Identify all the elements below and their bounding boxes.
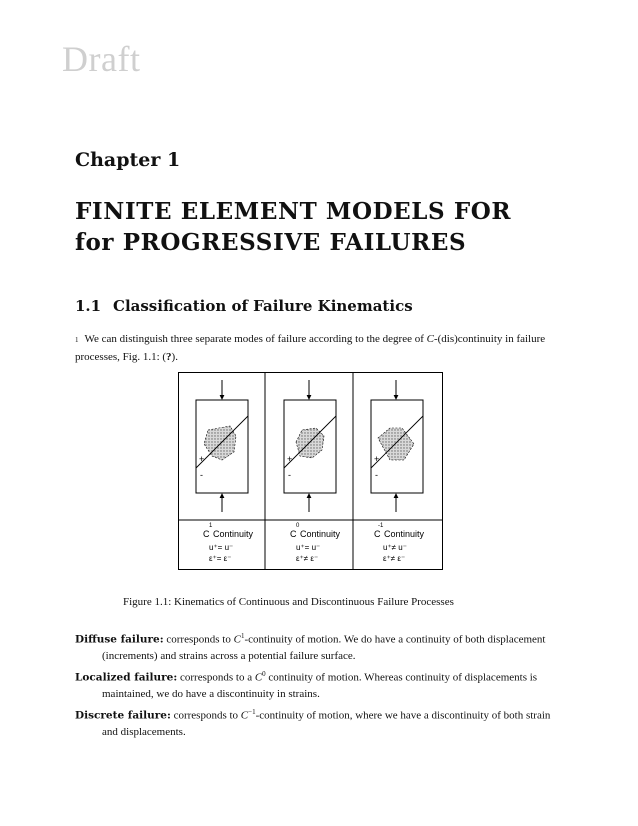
continuity-superscript: 0 [296,523,300,529]
math-sup: −1 [248,708,256,716]
chapter-title-line-2: for PROGRESSIVE FAILURES [75,229,467,256]
displacement-relation: u⁺≠ u⁻ [383,543,407,552]
figure-caption: Figure 1.1: Kinematics of Continuous and Discontinuous Failure Processes [123,596,454,608]
continuity-label: Continuity [213,529,254,539]
continuity-letter: C [290,529,297,539]
panel-c-1 [371,380,423,512]
section-title: Classification of Failure Kinematics [113,297,413,315]
margin-marker: 1 [75,336,79,344]
plus-sign: + [287,454,293,464]
math-sup: 0 [262,670,266,678]
definition-term: Localized failure: [75,671,178,684]
definition-text: corresponds to [163,633,234,646]
definition-text: continuity of motion. Whereas continuity of displacements is maintained, we do have a discontinuity in strains. [102,671,538,700]
minus-sign: - [375,470,378,480]
chapter-heading: Chapter 1 [75,149,181,171]
displacement-relation: u⁺= u⁻ [296,543,321,552]
definition-text: corresponds to [170,709,241,722]
chapter-title-line-1: FINITE ELEMENT MODELS FOR [75,198,512,225]
continuity-label: Continuity [300,529,341,539]
intro-var: C [426,333,434,345]
strain-relation: ε⁺≠ ε⁻ [296,554,319,563]
definition-text: -continuity of motion. We do have a continuity of both displacement (increments) and strains across a potential failure surface. [102,633,546,662]
math-c: C [254,671,263,684]
plus-sign: + [199,454,205,464]
definition-diffuse [75,628,553,664]
definition-text: corresponds to a [177,671,255,684]
math-c: C [240,709,249,722]
minus-sign: - [200,470,203,480]
continuity-letter: C [203,529,210,539]
definition-discrete [75,704,553,740]
continuity-superscript: -1 [378,523,384,529]
section-number: 1.1 [75,297,102,315]
continuity-superscript: 1 [209,523,213,529]
plus-sign: + [374,454,380,464]
displacement-relation: u⁺= u⁻ [209,543,234,552]
definition-localized [75,666,553,702]
definition-term: Discrete failure: [75,709,171,722]
math-c: C [233,633,241,646]
strain-relation: ε⁺= ε⁻ [209,554,232,563]
citation-ref[interactable]: ? [166,351,172,363]
panel-c0 [284,380,336,512]
definition-text: -continuity of motion, where we have a discontinuity of both strain and displacements. [102,709,551,738]
intro-paragraph [75,331,553,366]
continuity-letter: C [374,529,381,539]
chapter-title [75,196,511,258]
strain-relation: ε⁺≠ ε⁻ [383,554,406,563]
section-heading [75,297,413,315]
continuity-label: Continuity [384,529,425,539]
failure-kinematics-figure [178,372,443,570]
minus-sign: - [288,470,291,480]
definition-term: Diffuse failure: [75,633,164,646]
math-sup: 1 [240,632,245,640]
intro-text-2: -(dis)continuity in failure processes, Fig. 1.1: ( [75,333,546,363]
intro-text-1: We can distinguish three separate modes of failure according to the degree of [84,333,427,345]
intro-text-3: ). [171,351,178,363]
draft-watermark: Draft [62,39,141,79]
panel-c1 [196,380,248,512]
figure-frame [179,373,443,570]
